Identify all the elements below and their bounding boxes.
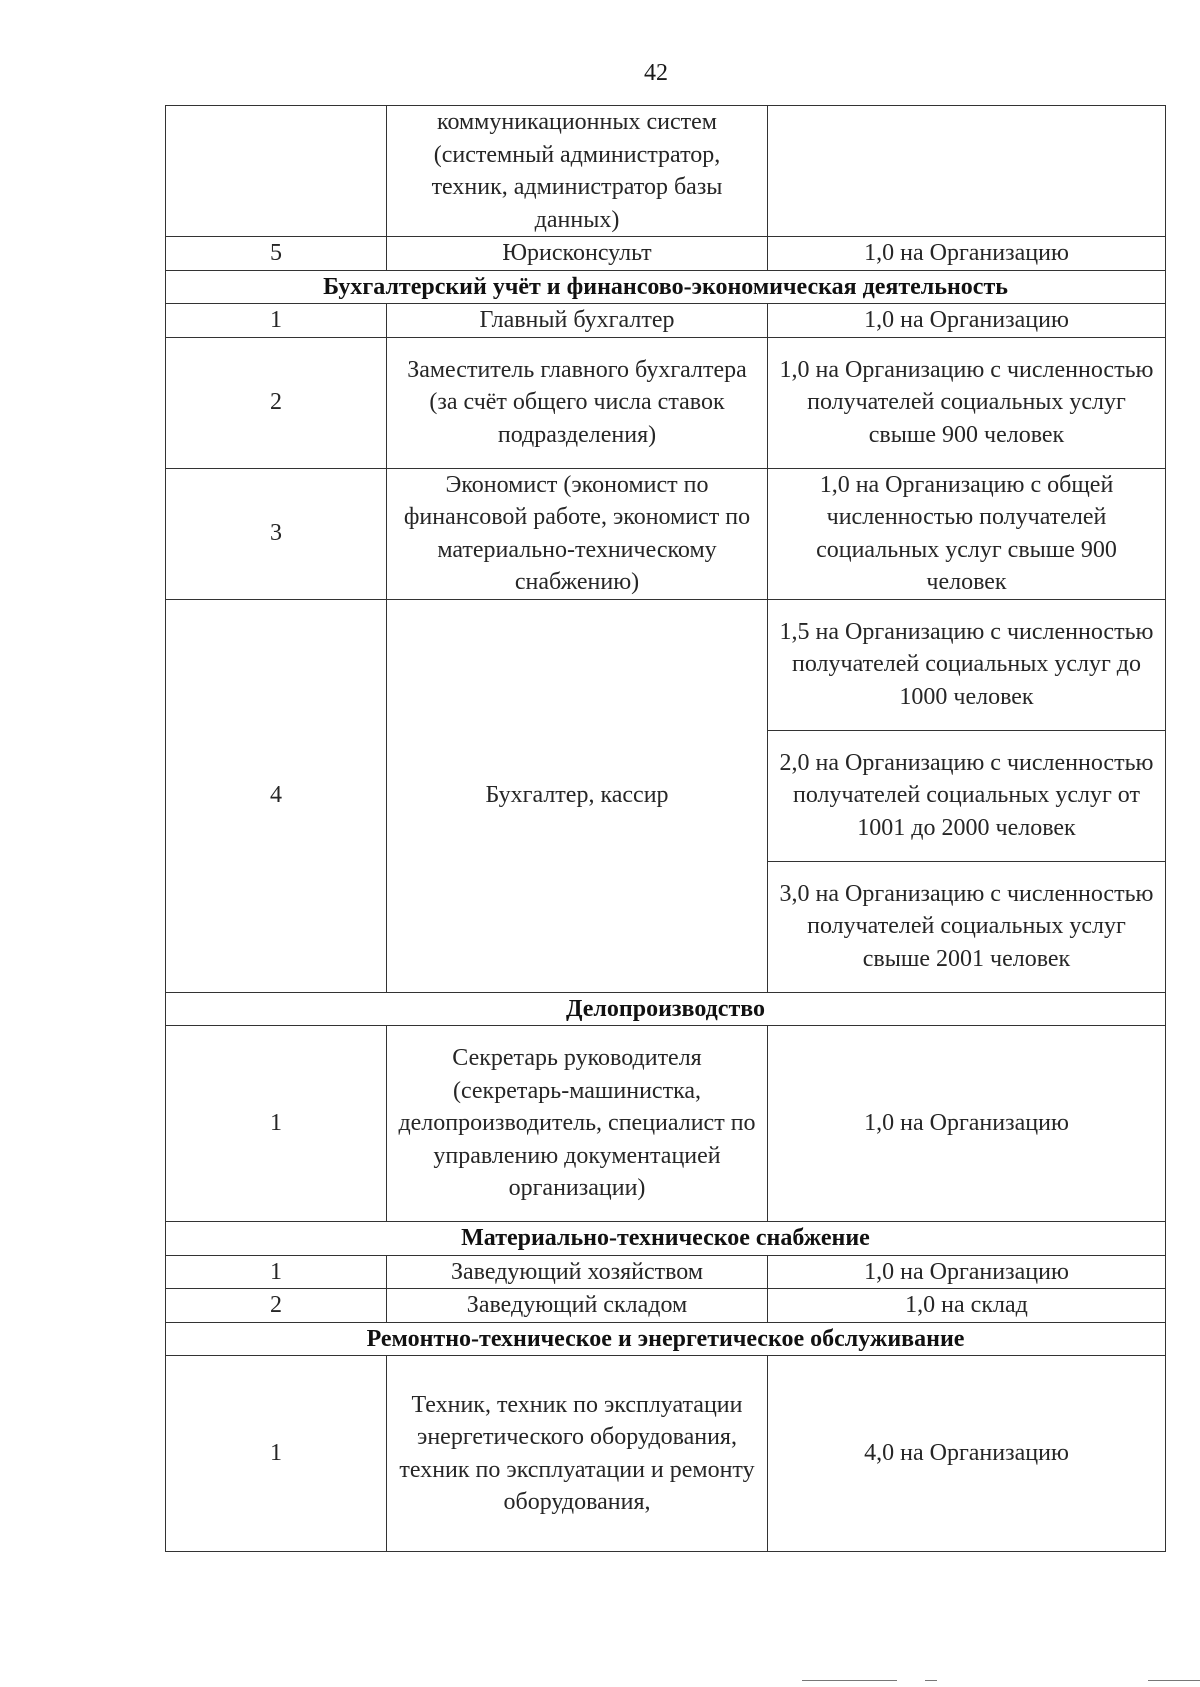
row-number: 1 — [166, 1255, 387, 1289]
row-number: 1 — [166, 1026, 387, 1222]
section-heading: Бухгалтерский учёт и финансово-экономическая деятельность — [166, 270, 1166, 304]
position-name: Главный бухгалтер — [387, 304, 768, 338]
position-name: Заместитель главного бухгалтера (за счёт общего числа ставок подразделения) — [387, 337, 768, 468]
staff-norm: 3,0 на Организацию с численностью получателей социальных услуг свыше 2001 человек — [768, 861, 1166, 992]
staff-norm: 1,0 на склад — [768, 1289, 1166, 1323]
position-name: Секретарь руководителя (секретарь-машинистка, делопроизводитель, специалист по управлению документацией организации) — [387, 1026, 768, 1222]
position-name: Бухгалтер, кассир — [387, 599, 768, 992]
table-row — [166, 1026, 1166, 1222]
scan-artifact-line — [925, 1680, 937, 1681]
section-heading: Ремонтно-техническое и энергетическое обслуживание — [166, 1322, 1166, 1356]
position-name: Экономист (экономист по финансовой работе, экономист по материально-техническому снабжению) — [387, 468, 768, 599]
staff-norm: 1,0 на Организацию с численностью получателей социальных услуг свыше 900 человек — [768, 337, 1166, 468]
staff-norm: 1,0 на Организацию с общей численностью получателей социальных услуг свыше 900 человек — [768, 468, 1166, 599]
staff-norm: 1,0 на Организацию — [768, 304, 1166, 338]
staffing-norms-table — [165, 105, 1166, 1552]
row-number: 1 — [166, 304, 387, 338]
staff-norm — [768, 106, 1166, 237]
table-row — [166, 1255, 1166, 1289]
section-heading-row — [166, 1322, 1166, 1356]
table-row — [166, 337, 1166, 468]
row-number: 3 — [166, 468, 387, 599]
position-name: Техник, техник по эксплуатации энергетического оборудования, техник по эксплуатации и ремонту оборудования, — [387, 1356, 768, 1552]
section-heading-row — [166, 992, 1166, 1026]
section-heading-row — [166, 270, 1166, 304]
position-name: коммуникационных систем (системный администратор, техник, администратор базы данных) — [387, 106, 768, 237]
scan-artifact-line — [1148, 1680, 1200, 1681]
staff-norm: 1,0 на Организацию — [768, 1255, 1166, 1289]
row-number: 4 — [166, 599, 387, 992]
row-number — [166, 106, 387, 237]
table-row — [166, 304, 1166, 338]
table-row — [166, 237, 1166, 271]
page-number: 42 — [644, 60, 668, 86]
staff-norm: 1,5 на Организацию с численностью получателей социальных услуг до 1000 человек — [768, 599, 1166, 730]
staff-norm: 2,0 на Организацию с численностью получателей социальных услуг от 1001 до 2000 человек — [768, 730, 1166, 861]
row-number: 2 — [166, 1289, 387, 1323]
row-number: 2 — [166, 337, 387, 468]
position-name: Юрисконсульт — [387, 237, 768, 271]
staff-norm: 1,0 на Организацию — [768, 1026, 1166, 1222]
table-row — [166, 1289, 1166, 1323]
table-row — [166, 1356, 1166, 1552]
row-number: 1 — [166, 1356, 387, 1552]
table-row — [166, 599, 1166, 730]
section-heading: Делопроизводство — [166, 992, 1166, 1026]
table-row — [166, 468, 1166, 599]
section-heading-row — [166, 1222, 1166, 1256]
position-name: Заведующий складом — [387, 1289, 768, 1323]
scan-artifact-line — [802, 1680, 897, 1681]
staff-norm: 1,0 на Организацию — [768, 237, 1166, 271]
position-name: Заведующий хозяйством — [387, 1255, 768, 1289]
row-number: 5 — [166, 237, 387, 271]
table-row — [166, 106, 1166, 237]
section-heading: Материально-техническое снабжение — [166, 1222, 1166, 1256]
staff-norm: 4,0 на Организацию — [768, 1356, 1166, 1552]
